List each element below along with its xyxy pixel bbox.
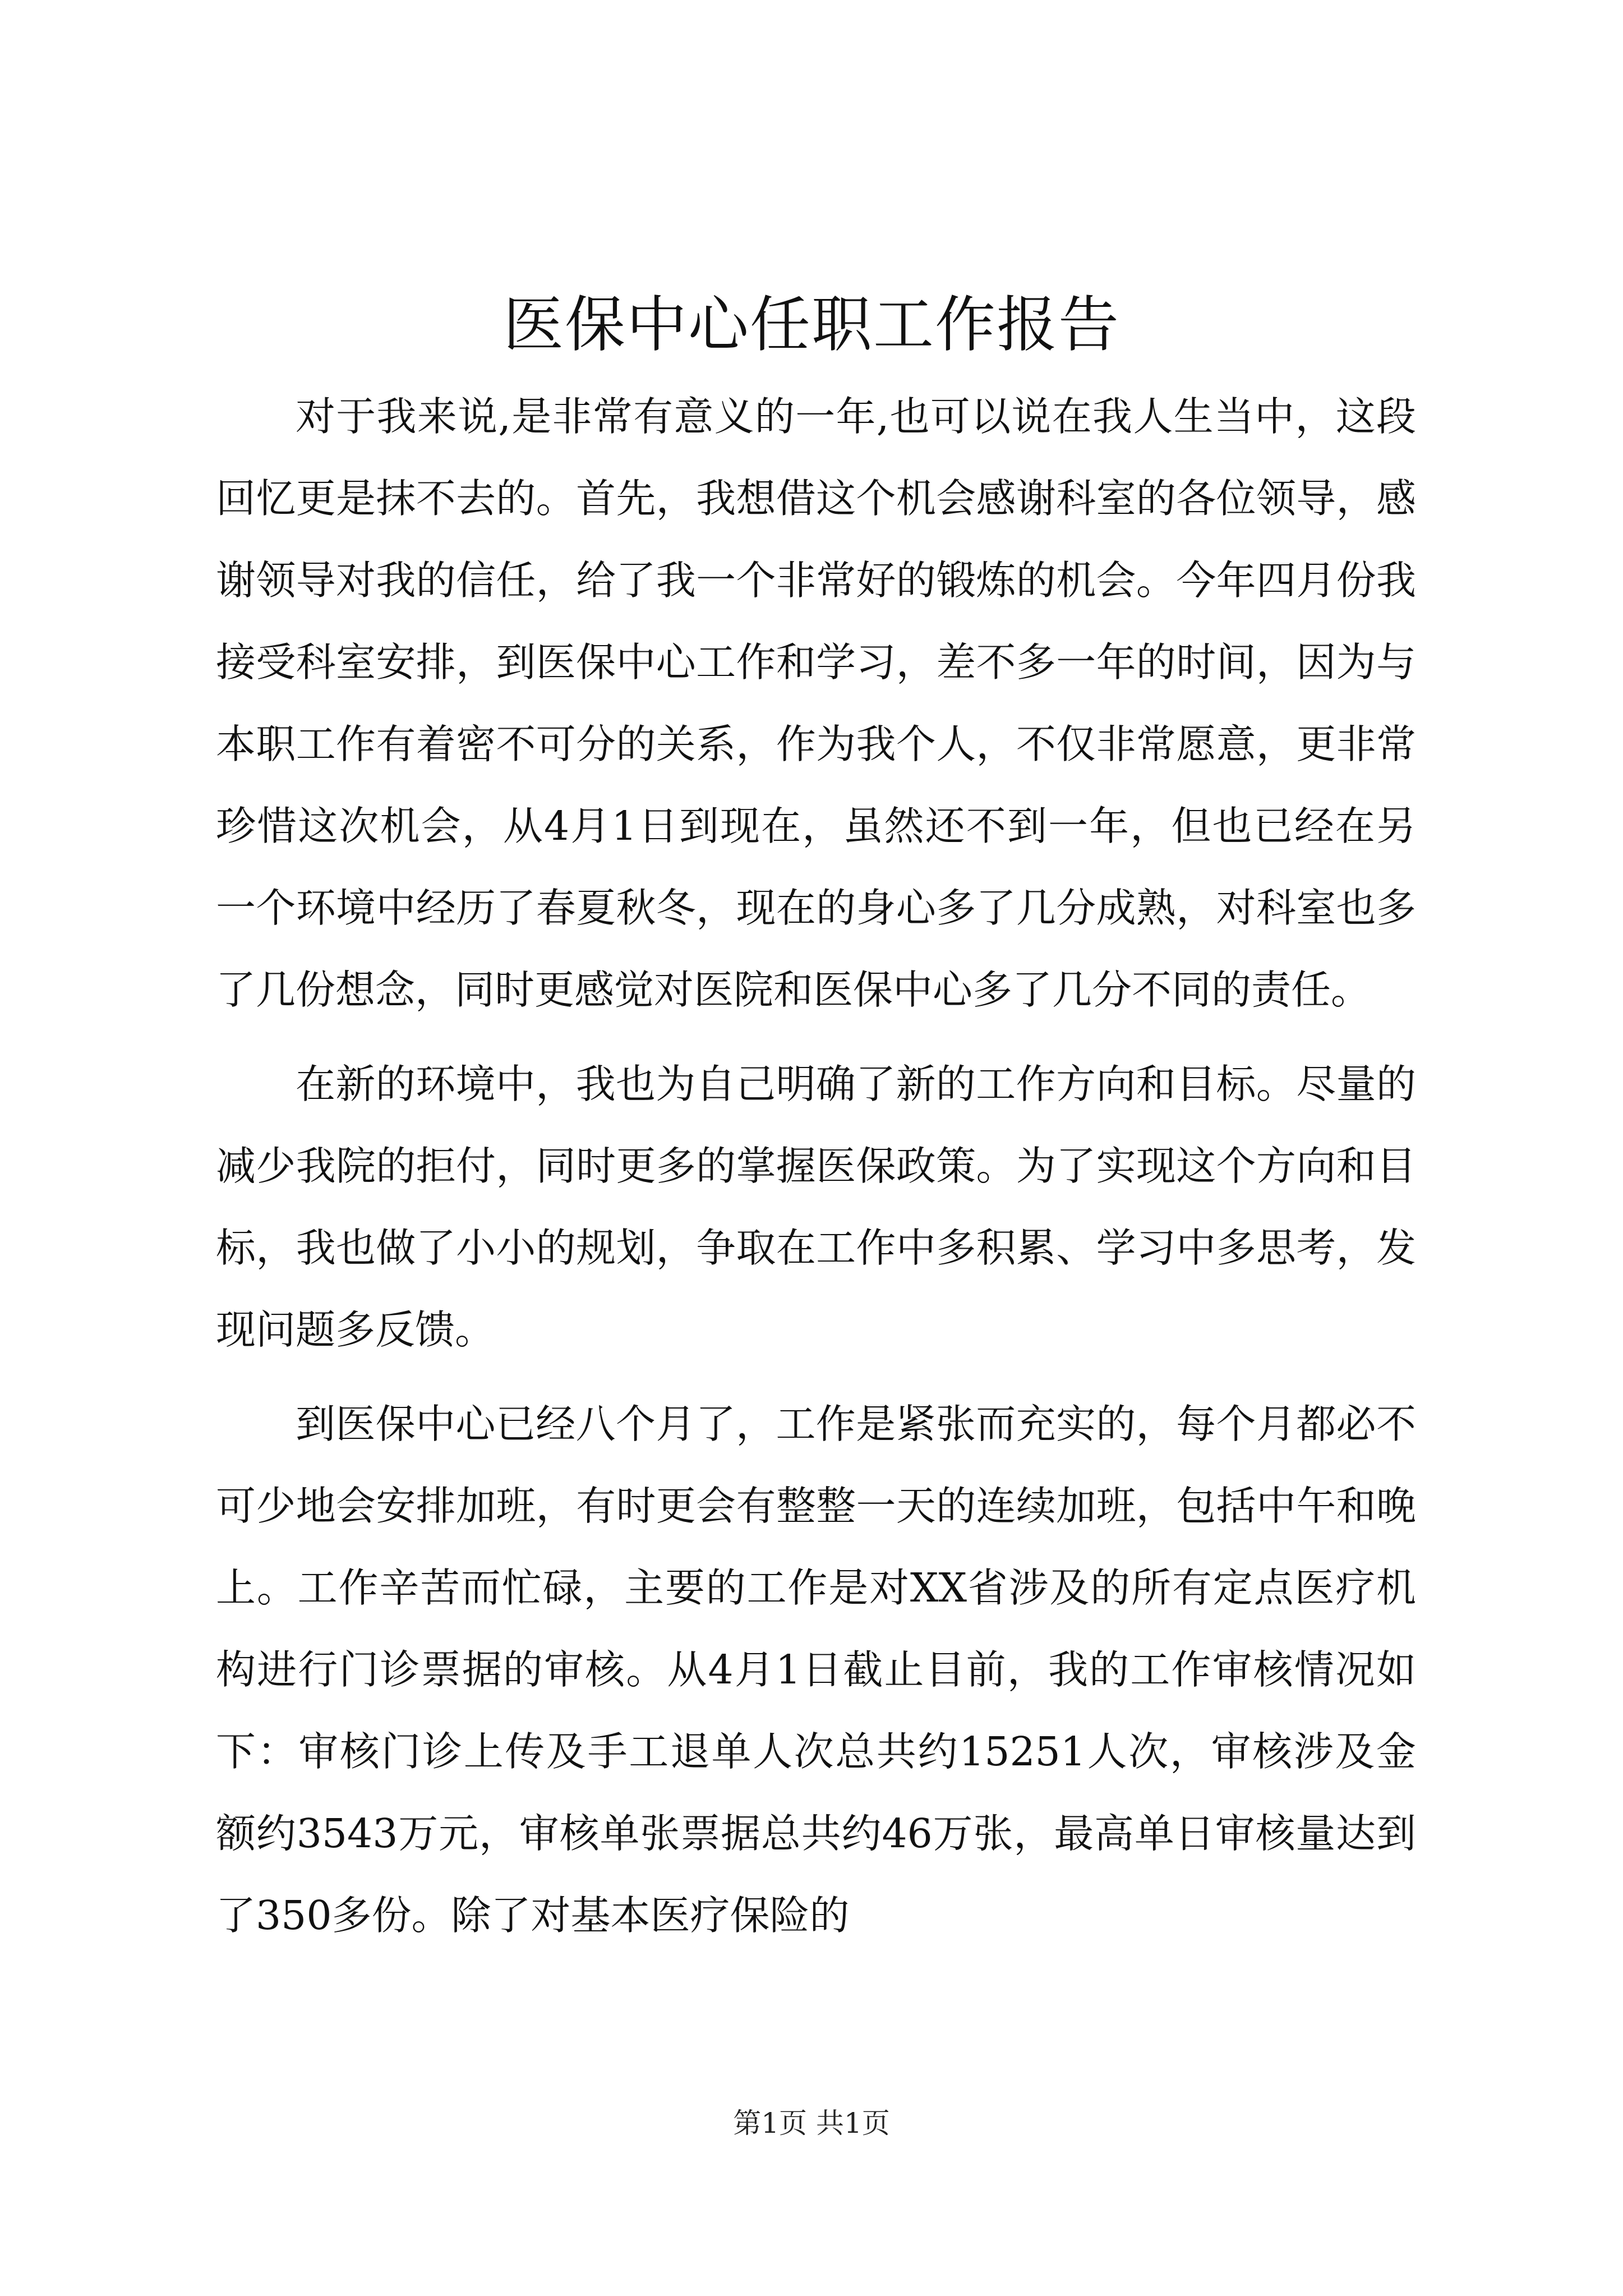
document-body <box>216 376 1416 1969</box>
paragraph-3: 到医保中心已经八个月了，工作是紧张而充实的，每个月都必不可少地会安排加班，有时更会有整整一天的连续加班，包括中午和晚上。工作辛苦而忙碌，主要的工作是对XX省涉及的所有定点医疗机构进行门诊票据的审核。从4月1日截止目前，我的工作审核情况如下：审核门诊上传及手工退单人次总共约15251人次，审核涉及金额约3543万元，审核单张票据总共约46万张，最高单日审核量达到了350多份。除了对基本医疗保险的 <box>216 1401 1416 1939</box>
paragraph-1: 对于我来说,是非常有意义的一年,也可以说在我人生当中，这段回忆更是抹不去的。首先，我想借这个机会感谢科室的各位领导，感谢领导对我的信任，给了我一个非常好的锻炼的机会。今年四月份我接受科室安排，到医保中心工作和学习，差不多一年的时间，因为与本职工作有着密不可分的关系，作为我个人，不仅非常愿意，更非常珍惜这次机会，从4月1日到现在，虽然还不到一年，但也已经在另一个环境中经历了春夏秋冬，现在的身心多了几分成熟，对科室也多了几份想念，同时更感觉对医院和医保中心多了几分不同的责任。 <box>216 393 1416 1013</box>
paragraph-2: 在新的环境中，我也为自己明确了新的工作方向和目标。尽量的减少我院的拒付，同时更多的掌握医保政策。为了实现这个方向和目标，我也做了小小的规划，争取在工作中多积累、学习中多思考，发现问题多反馈。 <box>216 1061 1416 1353</box>
page-footer: 第1页 共1页 <box>733 2107 890 2139</box>
document-title: 医保中心任职工作报告 <box>502 290 1120 360</box>
